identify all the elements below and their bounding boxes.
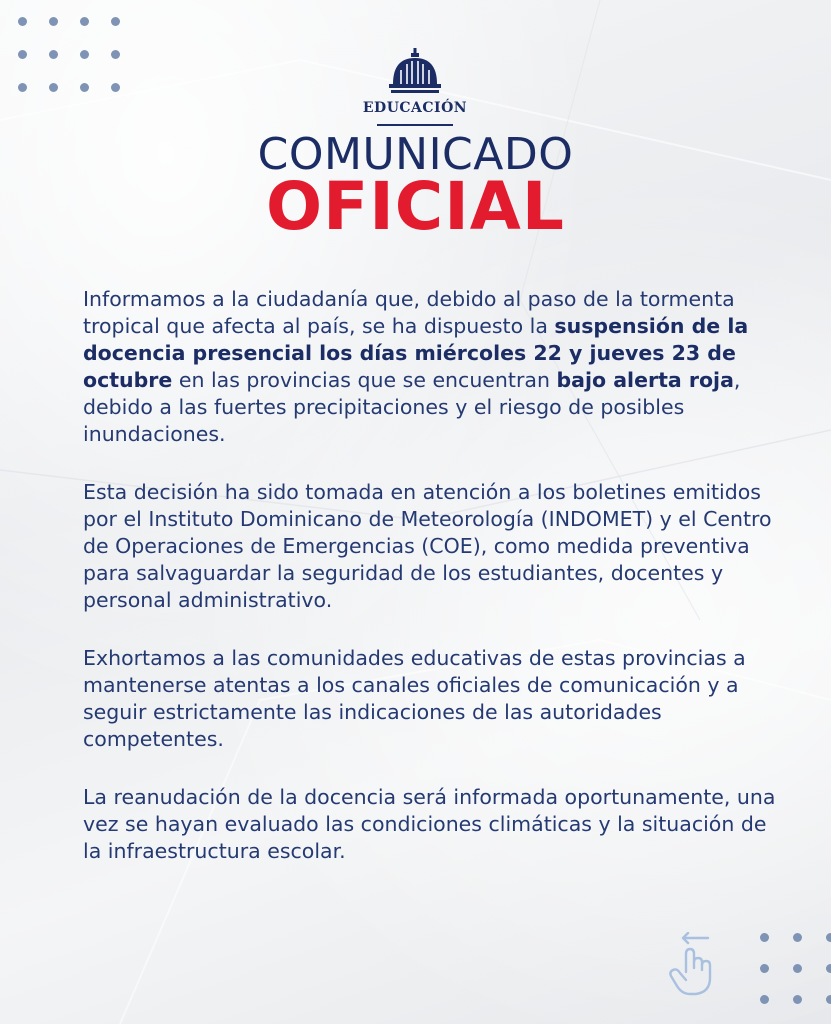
title-oficial: OFICIAL bbox=[266, 168, 565, 245]
logo-divider bbox=[377, 124, 453, 126]
logo-label: EDUCACIÓN bbox=[362, 100, 468, 116]
title-comunicado: COMUNICADO bbox=[257, 129, 574, 180]
dot-icon bbox=[793, 964, 802, 973]
emphasis-text: suspensión de la docencia presencial los días miércoles 22 y jueves 23 de octubre bbox=[83, 314, 749, 392]
dot-icon bbox=[760, 964, 769, 973]
dot-icon bbox=[111, 83, 120, 92]
announcement-body bbox=[83, 286, 783, 896]
dot-icon bbox=[18, 50, 27, 59]
paragraph-text: en las provincias que se encuentran bbox=[172, 368, 557, 392]
dot-icon bbox=[826, 933, 831, 942]
dot-icon bbox=[18, 17, 27, 26]
capitol-dome-icon bbox=[387, 48, 443, 96]
paragraph-2 bbox=[83, 479, 783, 614]
dot-grid-top-left bbox=[18, 17, 120, 92]
dot-icon bbox=[793, 995, 802, 1004]
paragraph-text: , debido a las fuertes precipitaciones y el riesgo de posibles inundaciones. bbox=[83, 368, 741, 446]
dot-icon bbox=[80, 17, 89, 26]
dot-icon bbox=[760, 995, 769, 1004]
paragraph-text: Informamos a la ciudadanía que, debido al paso de la tormenta tropical que afecta al país, se ha dispuesto la bbox=[83, 287, 735, 338]
paragraph-4 bbox=[83, 784, 783, 865]
dot-icon bbox=[760, 933, 769, 942]
paragraph-text: Exhortamos a las comunidades educativas de estas provincias a mantenerse atentas a los canales oficiales de comunicación y a seguir estrictamente las indicaciones de las autoridades competentes. bbox=[83, 646, 746, 751]
paragraph-1 bbox=[83, 286, 783, 448]
paragraph-3 bbox=[83, 645, 783, 753]
dot-icon bbox=[49, 83, 58, 92]
education-logo bbox=[358, 48, 472, 126]
dot-icon bbox=[793, 933, 802, 942]
dot-icon bbox=[80, 83, 89, 92]
dot-icon bbox=[80, 50, 89, 59]
dot-icon bbox=[826, 964, 831, 973]
dot-icon bbox=[18, 83, 27, 92]
emphasis-text: bajo alerta roja bbox=[556, 368, 734, 392]
dot-icon bbox=[826, 995, 831, 1004]
swipe-hand-icon bbox=[664, 932, 724, 998]
dot-icon bbox=[111, 50, 120, 59]
dot-icon bbox=[49, 17, 58, 26]
dot-icon bbox=[111, 17, 120, 26]
dot-icon bbox=[49, 50, 58, 59]
paragraph-text: La reanudación de la docencia será informada oportunamente, una vez se hayan evaluado las condiciones climáticas y la situación de la infraestructura escolar. bbox=[83, 785, 776, 863]
dot-grid-bottom-right bbox=[760, 933, 831, 1004]
paragraph-text: Esta decisión ha sido tomada en atención a los boletines emitidos por el Instituto Dominicano de Meteorología (INDOMET) y el Centro de Operaciones de Emergencias (COE), como medida preventiva para salvaguardar la seguridad de los estudiantes, docentes y personal administrativo. bbox=[83, 480, 772, 612]
